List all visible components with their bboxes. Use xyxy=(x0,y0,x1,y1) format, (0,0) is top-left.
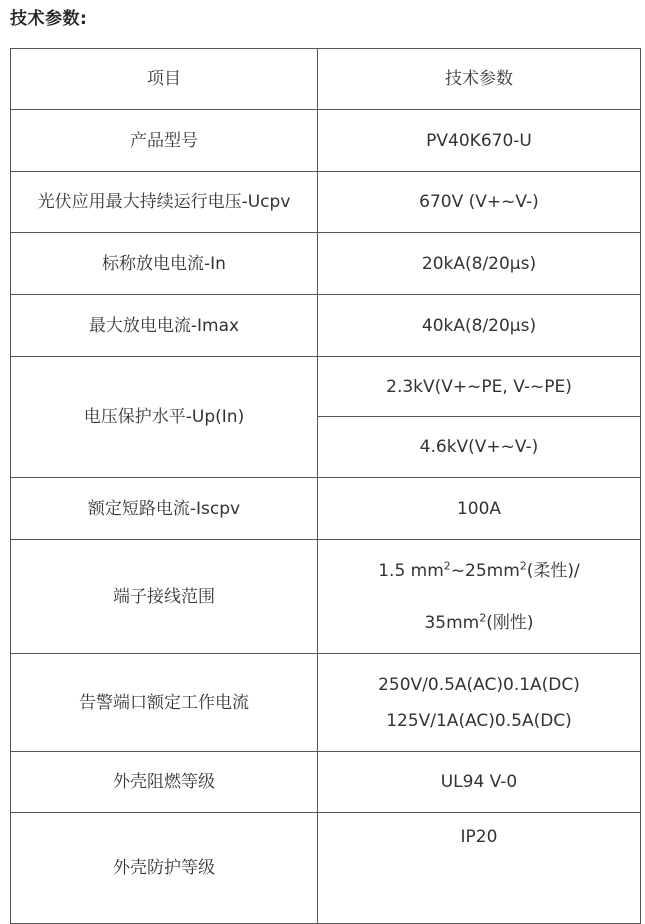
terminal-line-1 xyxy=(322,545,636,597)
row-label: 产品型号 xyxy=(11,110,318,172)
row-label: 电压保护水平-Up(In) xyxy=(11,357,318,478)
row-label: 外壳阻燃等级 xyxy=(11,752,318,813)
row-label: 光伏应用最大持续运行电压-Ucpv xyxy=(11,172,318,233)
row-label: 标称放电电流-In xyxy=(11,233,318,295)
row-label: 外壳防护等级 xyxy=(11,813,318,924)
table-row xyxy=(11,813,641,924)
row-label: 端子接线范围 xyxy=(11,540,318,654)
header-item: 项目 xyxy=(11,49,318,110)
section-heading: 技术参数: xyxy=(10,9,88,29)
header-value: 技术参数 xyxy=(318,49,641,110)
row-value: PV40K670-U xyxy=(318,110,641,172)
table-row xyxy=(11,540,641,654)
superscript: 2 xyxy=(443,558,451,572)
terminal-line-2 xyxy=(322,597,636,649)
row-value: 4.6kV(V+~V-) xyxy=(318,417,641,478)
table-row xyxy=(11,295,641,357)
table-row xyxy=(11,172,641,233)
row-value: 20kA(8/20μs) xyxy=(318,233,641,295)
row-value: UL94 V-0 xyxy=(318,752,641,813)
spec-table xyxy=(10,48,641,924)
terminal-text: ~25mm xyxy=(450,560,520,581)
table-row xyxy=(11,478,641,540)
row-value xyxy=(318,654,641,752)
alarm-line-1: 250V/0.5A(AC)0.1A(DC) xyxy=(378,674,580,695)
superscript: 2 xyxy=(479,610,487,624)
row-value: 670V (V+~V-) xyxy=(318,172,641,233)
row-label: 告警端口额定工作电流 xyxy=(11,654,318,752)
row-value xyxy=(318,540,641,654)
table-row xyxy=(11,233,641,295)
row-label: 最大放电电流-Imax xyxy=(11,295,318,357)
terminal-text: (柔性)/ xyxy=(526,560,580,581)
table-row xyxy=(11,110,641,172)
row-label: 额定短路电流-Iscpv xyxy=(11,478,318,540)
terminal-text: 1.5 mm xyxy=(378,560,444,581)
row-value: 40kA(8/20μs) xyxy=(318,295,641,357)
terminal-text: (刚性) xyxy=(486,612,534,633)
alarm-line-2: 125V/1A(AC)0.5A(DC) xyxy=(386,710,572,731)
superscript: 2 xyxy=(519,558,527,572)
table-header-row xyxy=(11,49,641,110)
table-row xyxy=(11,752,641,813)
terminal-text: 35mm xyxy=(424,612,480,633)
row-value: IP20 xyxy=(318,813,641,924)
row-value: 100A xyxy=(318,478,641,540)
table-row xyxy=(11,357,641,417)
table-row xyxy=(11,654,641,752)
row-value: 2.3kV(V+~PE, V-~PE) xyxy=(318,357,641,417)
